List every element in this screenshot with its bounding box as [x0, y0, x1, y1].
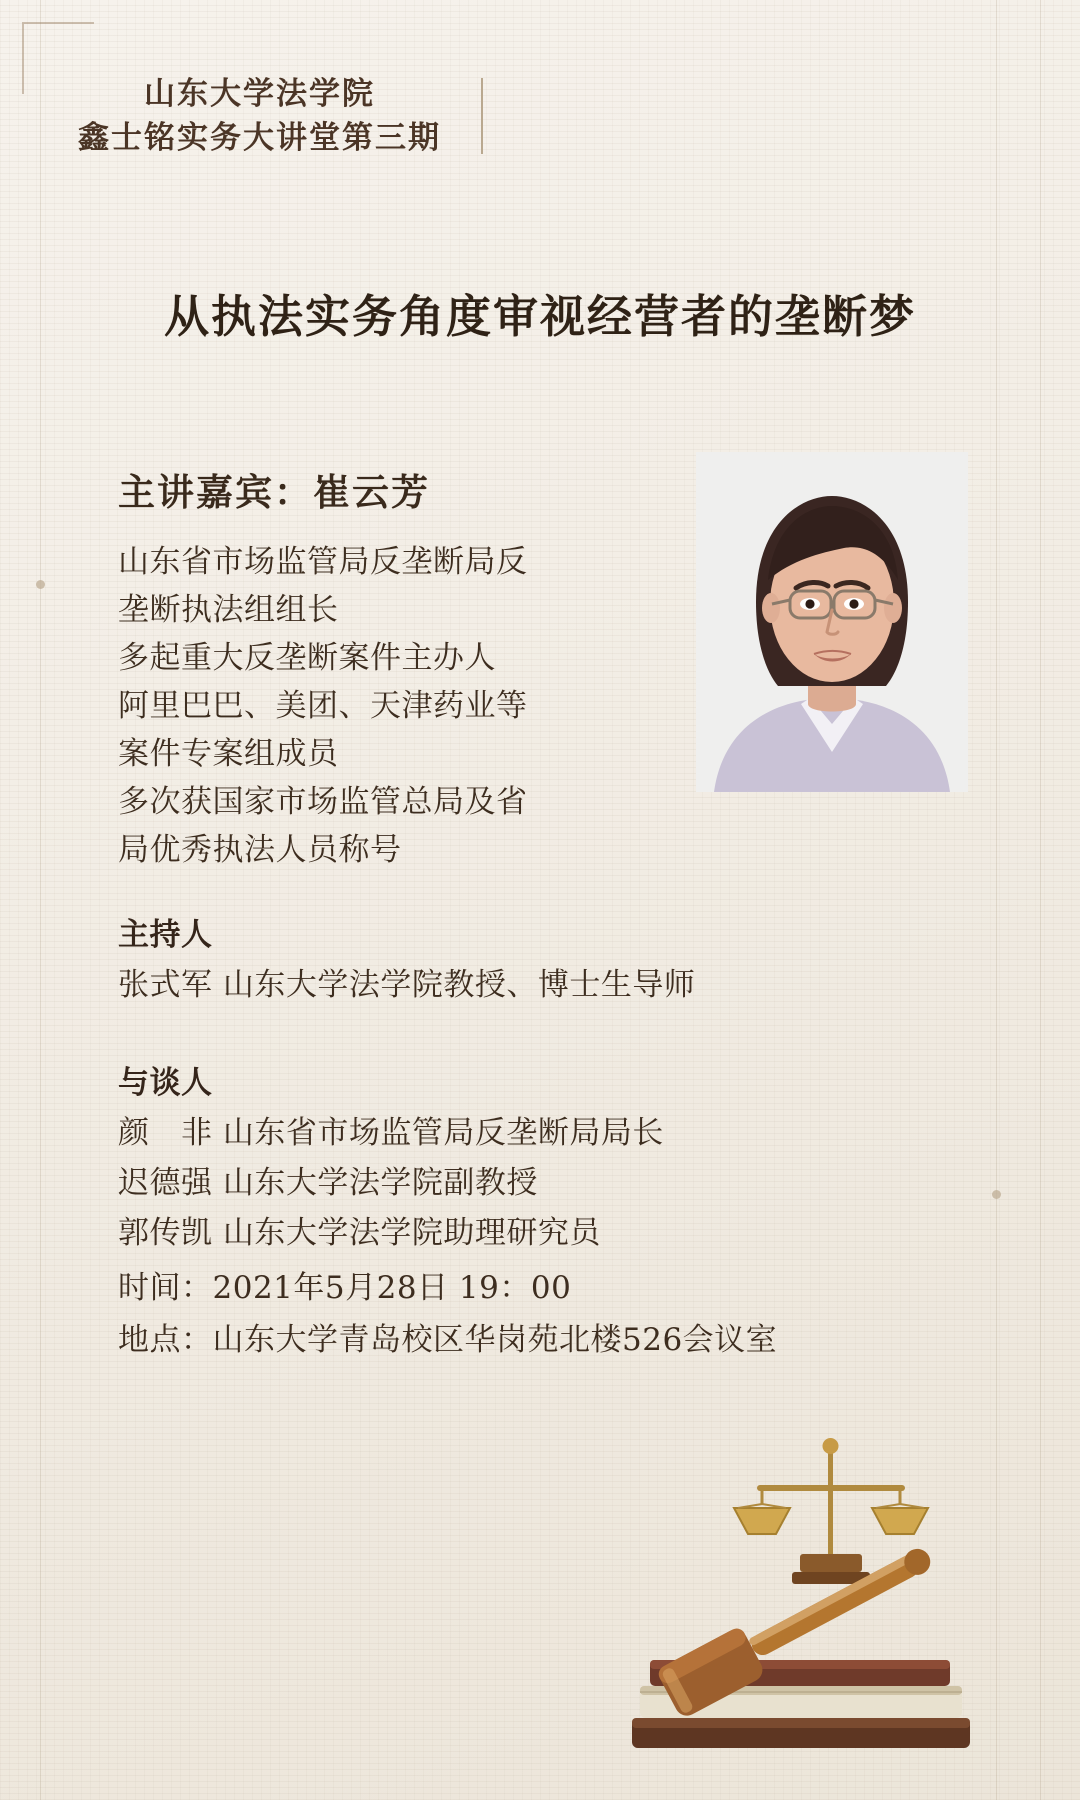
event-place-label: 地点：: [118, 1322, 213, 1358]
speaker-label: 主讲嘉宾：: [118, 470, 313, 514]
host-entry: 张式军 山东大学法学院教授、博士生导师: [118, 967, 696, 1003]
gavel-scales-books-icon: [610, 1430, 1040, 1760]
speaker-bio-line: 垄断执法组组长: [118, 592, 339, 628]
speaker-bio-line: 阿里巴巴、美团、天津药业等: [118, 688, 528, 724]
panelist-entry: 郭传凯 山东大学法学院助理研究员: [118, 1215, 601, 1251]
header-divider: [481, 78, 483, 154]
header-line-2: 鑫士铭实务大讲堂第三期: [78, 120, 441, 156]
header: [78, 72, 483, 160]
speaker-name: 崔云芳: [313, 470, 430, 514]
host-title: 主持人: [118, 917, 213, 953]
event-time-label: 时间：: [118, 1270, 213, 1306]
event-meta: [118, 1262, 777, 1366]
event-place: [118, 1314, 777, 1366]
speaker-bio: [118, 538, 588, 874]
page-title: 从执法实务角度审视经营者的垄断梦: [163, 290, 916, 343]
panelist-entry: 颜 非 山东省市场监管局反垄断局局长: [118, 1115, 664, 1151]
panelists-block: [118, 1058, 664, 1258]
speaker-bio-line: 局优秀执法人员称号: [118, 832, 402, 868]
event-place-value: 山东大学青岛校区华岗苑北楼526会议室: [212, 1322, 778, 1358]
panelist-entry: 迟德强 山东大学法学院副教授: [118, 1165, 538, 1201]
header-line-1: 山东大学法学院: [144, 76, 375, 112]
speaker-portrait: [696, 452, 968, 792]
event-time: [118, 1262, 777, 1314]
speaker-bio-line: 山东省市场监管局反垄断局反: [118, 544, 528, 580]
speaker-bio-line: 案件专案组成员: [118, 736, 339, 772]
header-title: [78, 72, 441, 160]
decor-dot-left: [36, 580, 45, 589]
speaker-heading: [118, 462, 430, 516]
host-block: [118, 910, 695, 1010]
speaker-bio-line: 多起重大反垄断案件主办人: [118, 640, 496, 676]
speaker-bio-line: 多次获国家市场监管总局及省: [118, 784, 528, 820]
decor-dot-right: [992, 1190, 1001, 1199]
panelists-title: 与谈人: [118, 1065, 213, 1101]
event-time-value: 2021年5月28日 19：00: [212, 1270, 572, 1306]
